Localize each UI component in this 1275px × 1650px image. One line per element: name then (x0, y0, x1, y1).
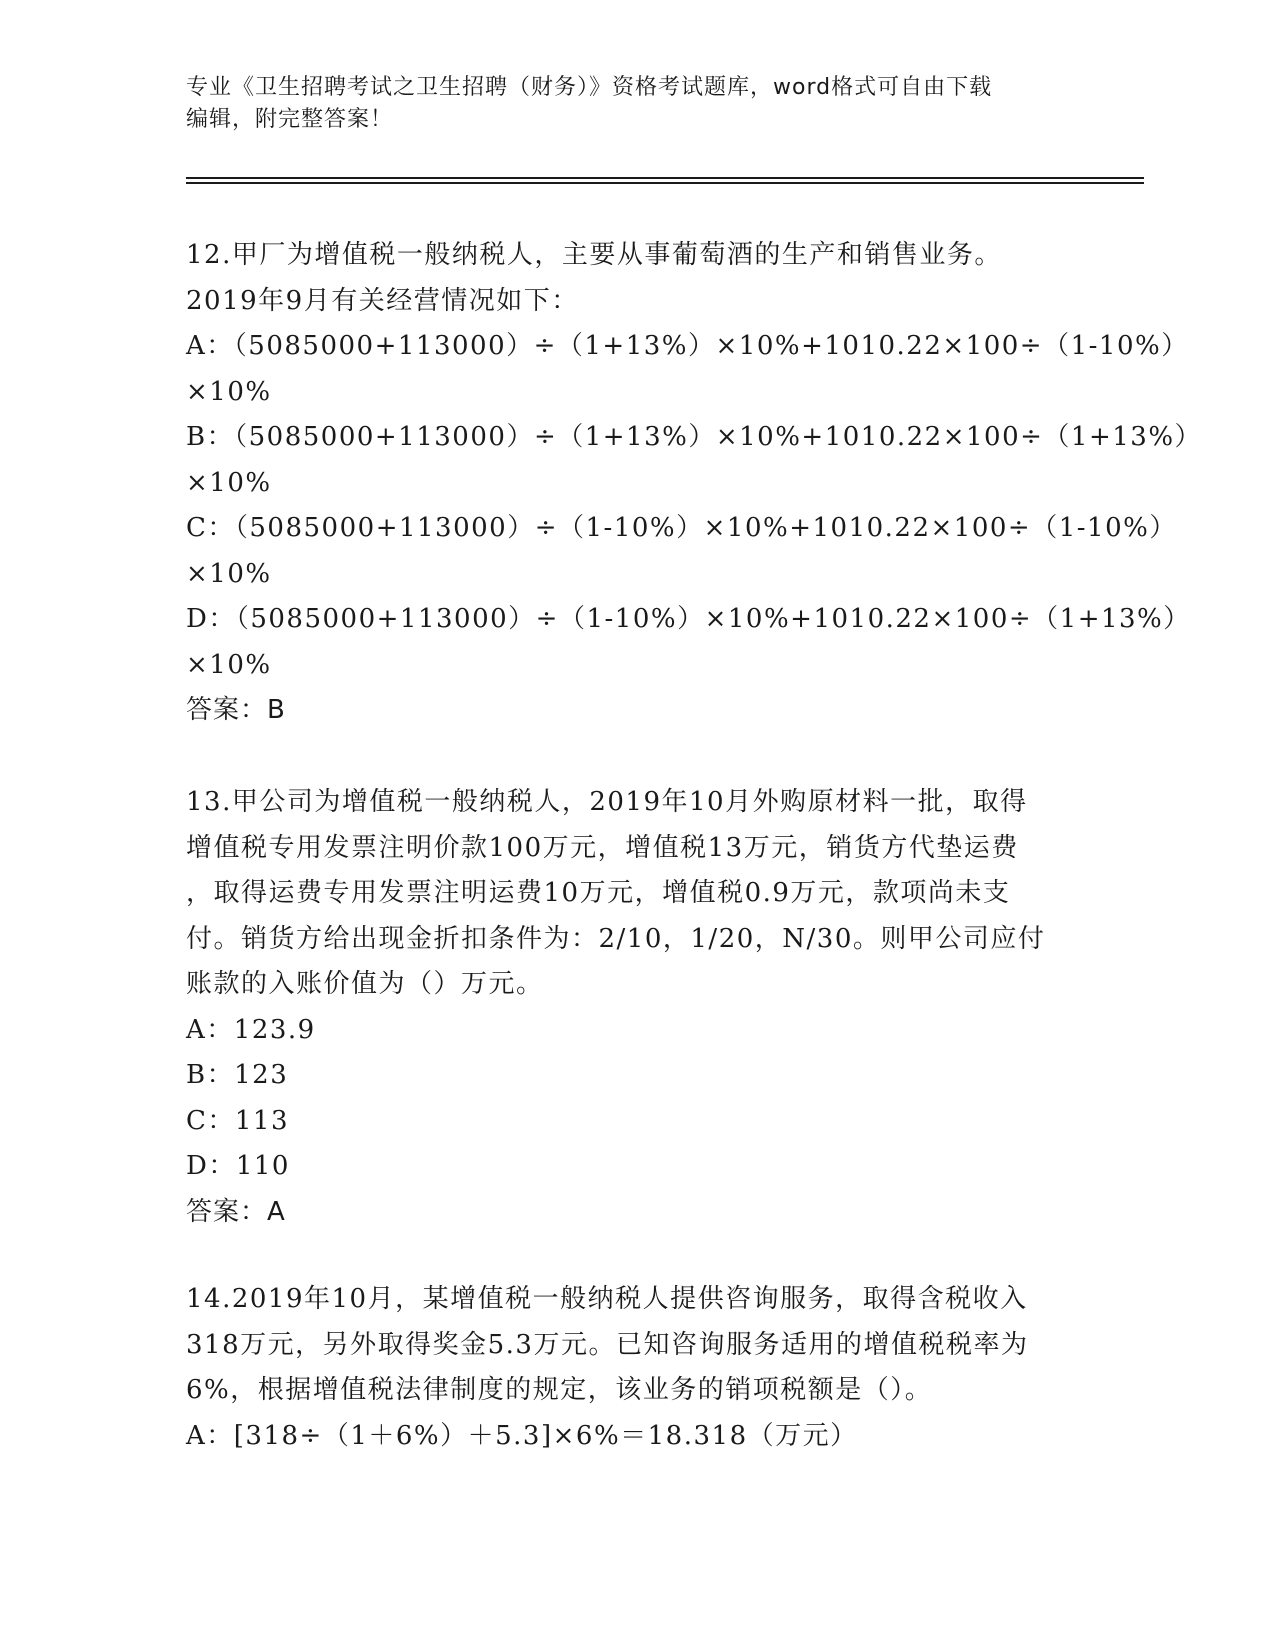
option-a: A：[318÷（1＋6%）＋5.3]×6%＝18.318（万元） (186, 1420, 858, 1451)
option-c: C：113 (186, 1105, 290, 1136)
document-header (186, 72, 1076, 136)
option-d: D：（5085000+113000）÷（1-10%）×10%+1010.22×100÷（1+13%） (186, 604, 1191, 634)
question-12 (186, 233, 1203, 734)
option-a: A：123.9 (186, 1014, 316, 1045)
option-c-continued: ×10% (186, 558, 272, 589)
question-stem-line: 13.甲公司为增值税一般纳税人，2019年10月外购原材料一批，取得 (186, 787, 1028, 817)
option-a-continued: ×10% (186, 376, 272, 407)
question-stem-line: 14.2019年10月，某增值税一般纳税人提供咨询服务，取得含税收入 (186, 1284, 1028, 1314)
question-stem-line: 318万元，另外取得奖金5.3万元。已知咨询服务适用的增值税税率为 (186, 1329, 1029, 1360)
question-stem-line: 增值税专用发票注明价款100万元，增值税13万元，销货方代垫运费 (186, 832, 1019, 863)
header-line: 编辑，附完整答案！ (186, 107, 394, 132)
question-stem-line: 付。销货方给出现金折扣条件为：2/10，1/20，N/30。则甲公司应付 (186, 923, 1046, 954)
option-a: A：（5085000+113000）÷（1+13%）×10%+1010.22×100÷（1-10%） (186, 331, 1189, 361)
question-stem-line: 6%，根据增值税法律制度的规定，该业务的销项税额是（）。 (186, 1375, 933, 1405)
option-b: B：（5085000+113000）÷（1+13%）×10%+1010.22×100÷（1+13%） (186, 422, 1203, 452)
header-divider (186, 177, 1144, 179)
option-c: C：（5085000+113000）÷（1-10%）×10%+1010.22×100÷（1-10%） (186, 513, 1177, 543)
question-stem-line: 12.甲厂为增值税一般纳税人，主要从事葡萄酒的生产和销售业务。 (186, 240, 1002, 270)
answer: 答案：B (186, 695, 286, 725)
question-14 (186, 1277, 1076, 1459)
option-d: D：110 (186, 1151, 290, 1181)
question-stem-line: ，取得运费专用发票注明运费10万元，增值税0.9万元，款项尚未支 (186, 878, 1011, 908)
header-divider (186, 182, 1144, 184)
header-line: 专业《卫生招聘考试之卫生招聘（财务）》资格考试题库，word格式可自由下载 (186, 75, 993, 100)
question-stem-line: 账款的入账价值为（）万元。 (186, 969, 544, 999)
option-d-continued: ×10% (186, 649, 272, 680)
option-b-continued: ×10% (186, 467, 272, 498)
option-b: B：123 (186, 1060, 289, 1090)
question-13 (186, 780, 1076, 1235)
question-stem-line: 2019年9月有关经营情况如下： (186, 285, 579, 316)
answer: 答案：A (186, 1196, 286, 1227)
